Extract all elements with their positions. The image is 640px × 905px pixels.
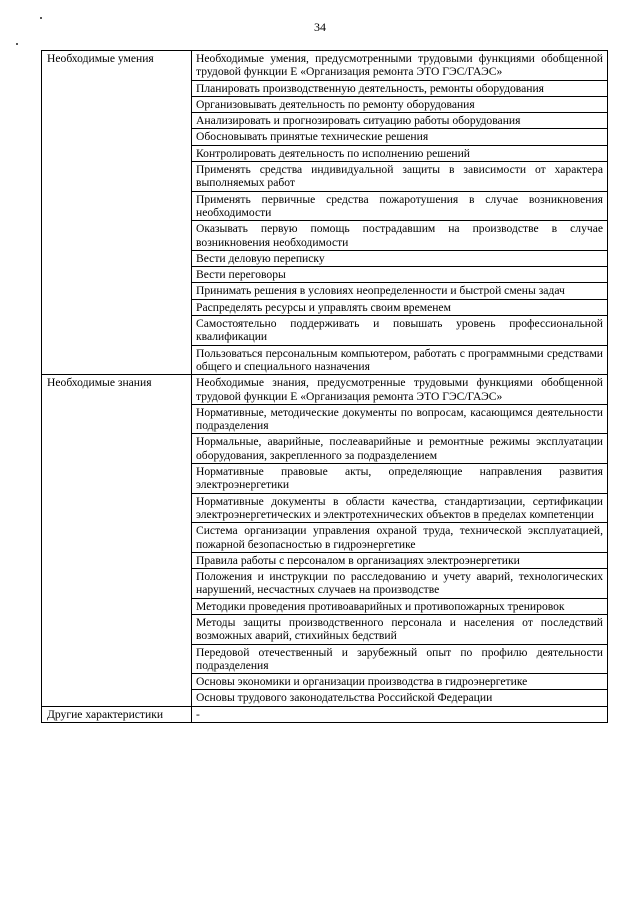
requirement-cell: Положения и инструкции по расследованию и учету аварий, технологических нарушений, несчастных случаев на производстве <box>192 569 608 599</box>
requirement-cell: Самостоятельно поддерживать и повышать уровень профессиональной квалификации <box>192 316 608 346</box>
requirement-cell: Основы трудового законодательства Российской Федерации <box>192 690 608 706</box>
requirement-cell: Необходимые знания, предусмотренные трудовыми функциями обобщенной трудовой функции E «Организация ремонта ЭТО ГЭС/ГАЭС» <box>192 375 608 405</box>
requirement-cell: Методы защиты производственного персонала и населения от последствий возможных аварий, стихийных бедствий <box>192 614 608 644</box>
qualification-table <box>41 50 608 723</box>
requirement-cell: Нормативные правовые акты, определяющие направления развития электроэнергетики <box>192 464 608 494</box>
requirement-cell: Обосновывать принятые технические решения <box>192 129 608 145</box>
requirement-cell: Принимать решения в условиях неопределенности и быстрой смены задач <box>192 283 608 299</box>
requirement-cell: Организовывать деятельность по ремонту оборудования <box>192 96 608 112</box>
scan-speck <box>40 17 42 19</box>
requirement-cell: Система организации управления охраной труда, технической эксплуатацией, пожарной безопасностью в гидроэнергетике <box>192 523 608 553</box>
requirement-cell: Пользоваться персональным компьютером, работать с программными средствами общего и специального назначения <box>192 345 608 375</box>
requirement-cell: Вести деловую переписку <box>192 250 608 266</box>
table-row <box>42 375 608 405</box>
requirement-cell: Основы экономики и организации производства в гидроэнергетике <box>192 674 608 690</box>
section-label: Другие характеристики <box>42 706 192 722</box>
requirement-cell: Правила работы с персоналом в организациях электроэнергетики <box>192 552 608 568</box>
requirement-cell: Методики проведения противоаварийных и противопожарных тренировок <box>192 598 608 614</box>
requirement-cell: Нормативные документы в области качества, стандартизации, сертификации электроэнергетических и электротехнических объектов в пределах компетенции <box>192 493 608 523</box>
requirement-cell: Анализировать и прогнозировать ситуацию работы оборудования <box>192 113 608 129</box>
table-row <box>42 51 608 81</box>
requirement-cell: Распределять ресурсы и управлять своим временем <box>192 299 608 315</box>
requirement-cell: Передовой отечественный и зарубежный опыт по профилю деятельности подразделения <box>192 644 608 674</box>
table-body <box>42 51 608 723</box>
requirement-cell: Применять средства индивидуальной защиты в зависимости от характера выполняемых работ <box>192 162 608 192</box>
requirement-cell: Нормальные, аварийные, послеаварийные и ремонтные режимы эксплуатации оборудования, закрепленного за подразделением <box>192 434 608 464</box>
requirement-cell: Вести переговоры <box>192 267 608 283</box>
requirement-cell: Оказывать первую помощь пострадавшим на производстве в случае возникновения необходимости <box>192 221 608 251</box>
section-label: Необходимые умения <box>42 51 192 375</box>
requirement-cell: Нормативные, методические документы по вопросам, касающимся деятельности подразделения <box>192 404 608 434</box>
requirement-cell: Необходимые умения, предусмотренными трудовыми функциями обобщенной трудовой функции E «Организация ремонта ЭТО ГЭС/ГАЭС» <box>192 51 608 81</box>
requirement-cell: Контролировать деятельность по исполнению решений <box>192 145 608 161</box>
table-row <box>42 706 608 722</box>
scan-speck <box>16 43 18 45</box>
page-number: 34 <box>314 20 326 34</box>
section-label: Необходимые знания <box>42 375 192 707</box>
requirement-cell: Применять первичные средства пожаротушения в случае возникновения необходимости <box>192 191 608 221</box>
requirement-cell: - <box>192 706 608 722</box>
requirement-cell: Планировать производственную деятельность, ремонты оборудования <box>192 80 608 96</box>
